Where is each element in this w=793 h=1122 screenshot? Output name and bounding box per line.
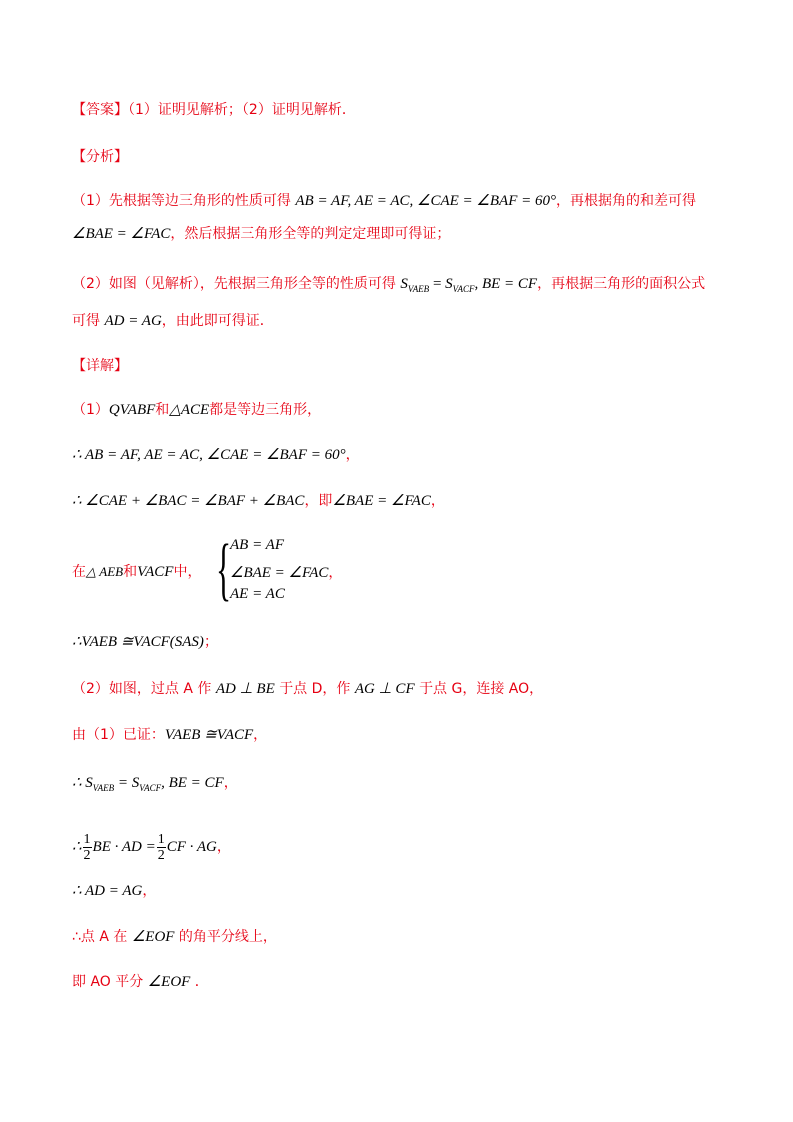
detail-line-3 (72, 491, 445, 511)
analysis-p2-line2 (72, 311, 274, 331)
detail-math: ∴ AB = AF, AE = AC, ∠CAE = ∠BAF = 60° (72, 447, 346, 463)
analysis-p2-text3: 可得 (72, 313, 100, 329)
detail-line-11 (72, 927, 277, 947)
analysis-p2-text: （2）如图（见解析），先根据三角形全等的性质可得 (72, 276, 396, 292)
punct: ， (328, 565, 343, 581)
detail-math2: ∠BAE = ∠FAC (332, 493, 431, 509)
detail-math: BE · AD = (92, 839, 156, 855)
punct: ， (216, 839, 231, 855)
answer-tag: 【答案】 (72, 102, 128, 118)
punct: ， (142, 883, 157, 899)
triangle-aeb: △ AEB (86, 564, 124, 579)
therefore-symbol: ∴ (72, 839, 82, 855)
detail-text: 的角平分线上， (178, 929, 277, 945)
answer-line (72, 100, 356, 120)
punct: ， (430, 493, 445, 509)
punct: ， (223, 775, 238, 791)
detail-line-5 (72, 632, 218, 652)
detail-text: 中， (173, 564, 202, 580)
fraction-denominator: 2 (83, 847, 91, 863)
analysis-p2-math2: AD = AG (104, 313, 162, 329)
system-eq-2: ∠BAE = ∠FAC (230, 565, 329, 581)
system-eq-1: AB = AF (230, 537, 285, 553)
punct: ， (345, 447, 360, 463)
system-eq-3: AE = AC (230, 586, 285, 602)
analysis-heading (72, 147, 128, 167)
analysis-p2-text4: ，由此即可得证． (161, 313, 274, 329)
angle-eof: ∠EOF (147, 974, 191, 990)
perpendicular-ad: AD ⊥ BE (215, 681, 275, 697)
detail-line-4 (72, 562, 201, 582)
analysis-p2-math: , BE = CF (474, 276, 538, 292)
detail-text: 由（1）已证： (72, 727, 165, 743)
area-subscript: VAEB (407, 284, 430, 294)
detail-line-9 (72, 830, 231, 864)
detail-text: 于点 D，作 (279, 681, 351, 697)
detail-math: ∴ AD = AG (72, 883, 143, 899)
area-symbol: S (445, 276, 453, 292)
punct: ， (253, 727, 268, 743)
detail-text: 都是等边三角形， (209, 402, 322, 418)
punct: ． (194, 974, 209, 990)
analysis-p1-math2: ∠BAE = ∠FAC (72, 226, 171, 242)
analysis-p1-text2: ，再根据角的和差可得 (555, 193, 696, 209)
detail-math: , BE = CF (161, 775, 224, 791)
detail-line-1 (72, 400, 321, 420)
analysis-p1-text3: ，然后根据三角形全等的判定定理即可得证； (170, 226, 451, 242)
area-symbol: S (400, 276, 408, 292)
detail-text: 即 AO 平分 (72, 974, 144, 990)
conjunction: 和 (155, 402, 170, 418)
area-subscript: VACF (452, 284, 475, 294)
detail-text: ，即 (304, 493, 333, 509)
equals-sign: = (429, 276, 446, 292)
analysis-p1-line1 (72, 191, 696, 211)
fraction-denominator: 2 (157, 847, 165, 863)
punct: ； (203, 634, 218, 650)
triangle-abf: QVABF (108, 402, 156, 418)
therefore-area: ∴ S (72, 775, 93, 791)
analysis-p2-text2: ，再根据三角形的面积公式 (537, 276, 706, 292)
answer-text: （1）证明见解析；（2）证明见解析． (128, 102, 356, 118)
congruence-statement: ∴VAEB ≅VACF(SAS) (72, 634, 204, 650)
fraction-half (157, 832, 166, 863)
detail-line-8 (72, 773, 238, 798)
detail-line-2 (72, 445, 360, 465)
detail-math: CF · AG (166, 839, 217, 855)
system-row-2 (230, 562, 342, 582)
triangle-ace: △ACE (169, 402, 210, 418)
conjunction: 和 (123, 564, 138, 580)
detail-heading (72, 356, 128, 376)
detail-text: 于点 G，连接 AO， (419, 681, 544, 697)
area-subscript: VACF (139, 783, 162, 793)
analysis-p1-text: （1）先根据等边三角形的性质可得 (72, 193, 291, 209)
area-subscript: VAEB (92, 783, 115, 793)
brace-symbol: { (216, 531, 232, 608)
perpendicular-ag: AG ⊥ CF (354, 681, 415, 697)
analysis-p1-line2 (72, 224, 450, 244)
analysis-tag: 【分析】 (72, 149, 128, 165)
fraction-numerator: 1 (83, 831, 91, 847)
detail-line-6 (72, 679, 543, 699)
detail-text: ∴点 A 在 (72, 929, 128, 945)
detail-line-10 (72, 881, 156, 901)
area-symbol: = S (114, 775, 140, 791)
detail-line-7 (72, 725, 267, 745)
step-label: （1） (72, 402, 109, 418)
detail-tag: 【详解】 (72, 358, 128, 374)
detail-math: ∴ ∠CAE + ∠BAC = ∠BAF + ∠BAC (72, 493, 305, 509)
detail-text: 在 (72, 564, 86, 580)
angle-eof: ∠EOF (131, 929, 175, 945)
congruence-statement: VAEB ≅VACF (164, 727, 254, 743)
fraction-numerator: 1 (157, 831, 165, 847)
triangle-acf: VACF (137, 564, 174, 580)
analysis-p1-math: AB = AF, AE = AC, ∠CAE = ∠BAF = 60° (295, 193, 556, 209)
detail-text: （2）如图，过点 A 作 (72, 681, 212, 697)
fraction-half (83, 832, 92, 863)
detail-line-12 (72, 972, 209, 992)
analysis-p2-line1 (72, 274, 705, 299)
